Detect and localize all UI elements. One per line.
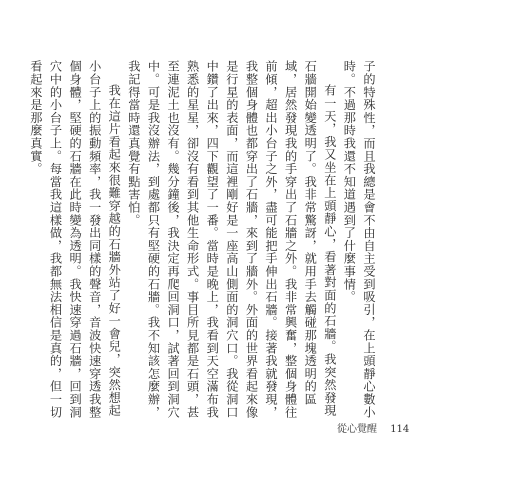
paragraph-1: 子的特殊性，而且我總是會不由自主受到吸引，在上頭靜心數小時。不過那時我還不知道遇到了什麼事情。 [342, 60, 376, 419]
paragraph-3: 我在這片看起來很難穿越的石牆外站了好一會兒，突然想起小台子上的振動頻率，我一發出同樣的聲音，音波快速穿透我整個身體，堅硬的石牆在此時變為透明。我快速穿過石牆，回到洞穴中的小台子上。每當我這樣做，我都無法相信是真的，但一切看起來是那麼真實。 [28, 60, 122, 419]
page-number: 114 [390, 424, 410, 435]
paragraph-2: 有一天，我又坐在上頭靜心，看著對面的石牆。我突然發現石牆開始變透明了。我非常驚訝，就用手去觸碰那塊透明的區域，居然發現我的手穿出了石牆之外。我非常興奮，整個身體往前傾，超出小台子之外，盡可能把手伸出石牆。接著我就發現，我整個身體也都穿出了石牆，來到了牆外。外面的世界看起來像是行星的表面，而這裡剛好是一座高山側面的洞穴口。我從洞口中鑽了出來，四下觀望了一番。當時是晚上，我看到天空滿布我熟悉的星星，卻沒有看到其他生命形式。事目所見都是石頭，甚至連泥土也沒有。幾分鐘後，我決定再爬回洞口，試著回到洞穴中。可是我沒辦法，到處都只有堅硬的石牆。我不知該怎麼辦，我記得當時還真覺有點害怕。 [126, 60, 337, 419]
running-head: 從心覺醒 [337, 424, 377, 435]
body-text [25, 60, 378, 428]
page-footer [337, 420, 409, 435]
